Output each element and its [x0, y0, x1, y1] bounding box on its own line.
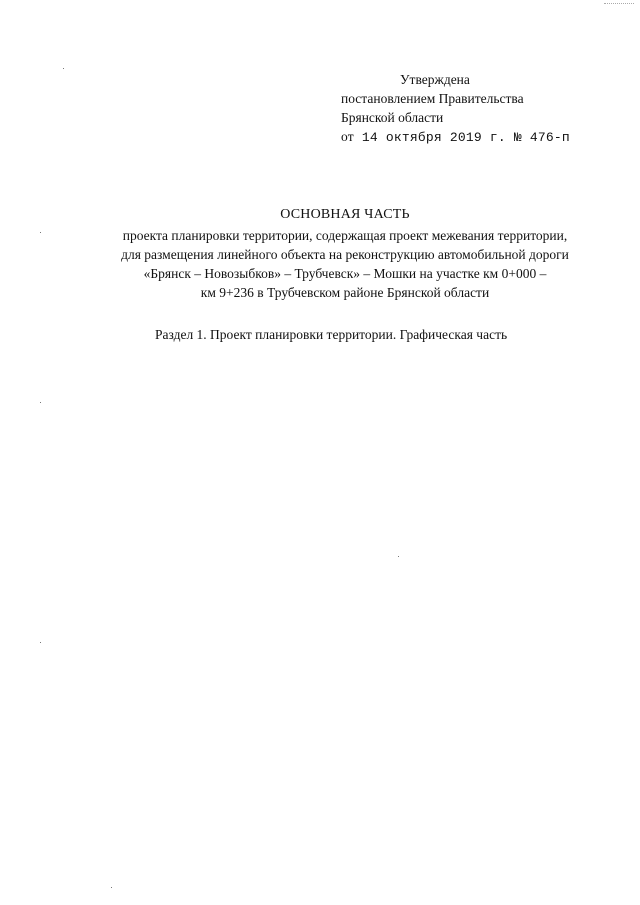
scan-speck — [111, 887, 112, 888]
scan-speck — [40, 642, 41, 643]
title-line-3: «Брянск – Новозыбков» – Трубчевск» – Мошки на участке км 0+000 – — [143, 266, 547, 281]
section-heading: Раздел 1. Проект планировки территории. Графическая часть — [155, 327, 508, 342]
title-line-2: для размещения линейного объекта на реконструкцию автомобильной дороги — [121, 247, 569, 262]
approval-stamp — [341, 70, 601, 147]
document-heading: ОСНОВНАЯ ЧАСТЬ — [280, 207, 410, 222]
scan-corner-mark — [604, 3, 634, 5]
scan-speck — [63, 68, 64, 69]
approval-title: Утверждена — [400, 72, 470, 87]
approval-date-line — [341, 127, 601, 147]
document-title-block — [60, 205, 630, 302]
approval-authority: постановлением Правительства — [341, 91, 524, 106]
title-line-4: км 9+236 в Трубчевском районе Брянской области — [200, 285, 490, 300]
title-line-1: проекта планировки территории, содержащая проект межевания территории, — [122, 228, 568, 243]
scan-speck — [40, 232, 41, 233]
scan-speck — [398, 556, 399, 557]
approval-date-value: 14 октября 2019 г. № 476-п — [361, 130, 570, 145]
approval-region: Брянской области — [341, 110, 444, 125]
scan-speck — [40, 402, 41, 403]
approval-date-prefix: от — [341, 129, 354, 144]
